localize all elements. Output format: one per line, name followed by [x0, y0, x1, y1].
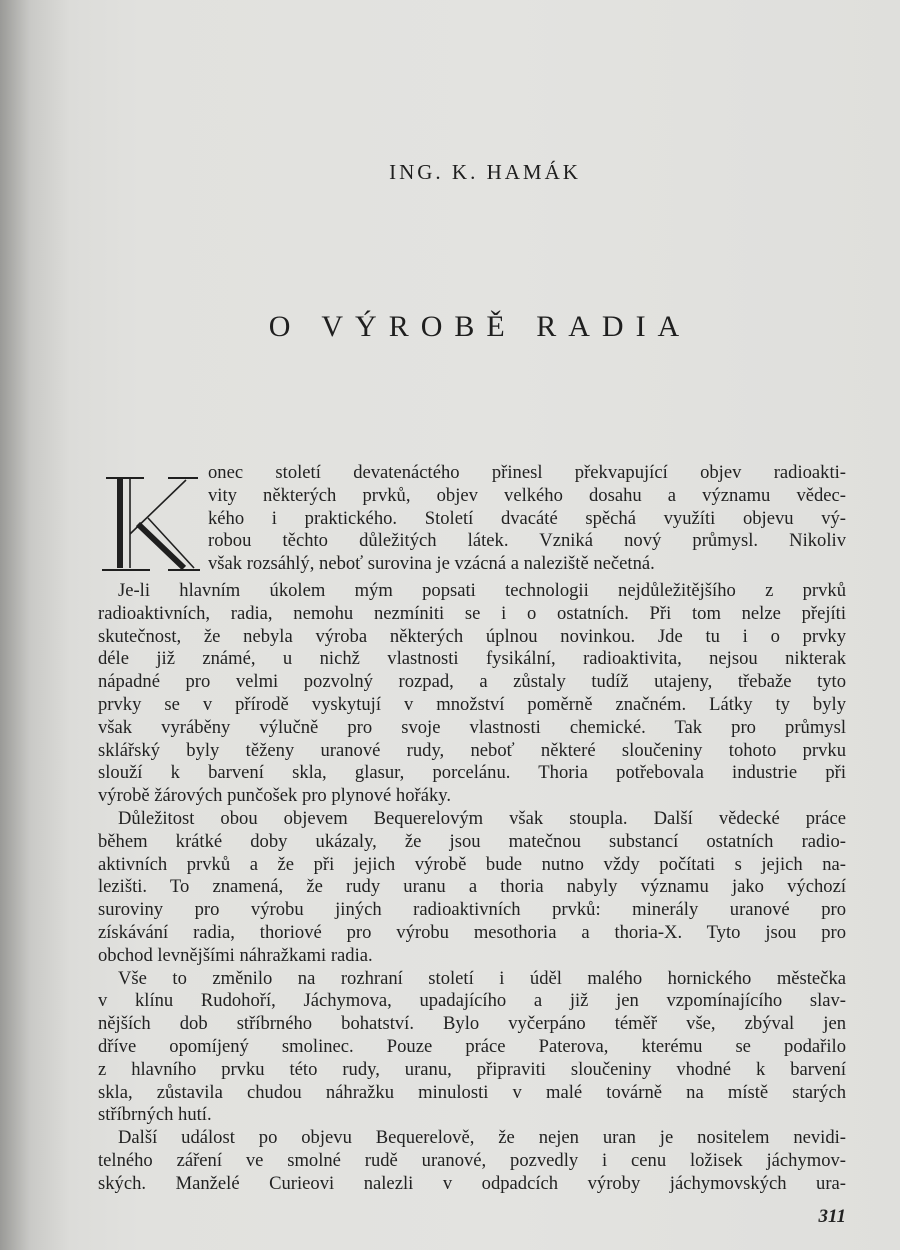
text-line: radioaktivních, radia, nemohu nezmíniti se i o ostatních. Při tom nelze přejíti — [98, 602, 846, 624]
text-line: z hlavního prvku této rudy, uranu, připraviti sloučeniny vhodné k barvení — [98, 1058, 846, 1080]
page-number: 311 — [818, 1206, 846, 1227]
intro-block — [98, 462, 846, 580]
paragraph-4 — [98, 1127, 846, 1195]
text-line: prvky se v přírodě vyskytují v množství poměrně značném. Látky ty byly — [98, 693, 846, 715]
text-line: robou těchto důležitých látek. Vzniká nový průmysl. Nikoliv — [208, 530, 846, 552]
text-line: však rozsáhlý, neboť surovina je vzácná a naleziště nečetná. — [208, 553, 655, 575]
decorative-dropcap-k — [98, 468, 202, 580]
text-line: skutečnost, že nebyla výroba některých úplnou novinkou. Jde tu i o prvky — [98, 625, 846, 647]
paragraph-2 — [98, 808, 846, 968]
text-line: vity některých prvků, objev velkého dosahu a významu vědec- — [208, 484, 846, 506]
text-line: Je-li hlavním úkolem mým popsati technologii nejdůležitějšího z prvků — [118, 580, 846, 601]
intro-lines — [208, 462, 846, 576]
text-line: onec století devatenáctého přinesl překvapující objev radioakti- — [208, 462, 846, 483]
text-line: slouží k barvení skla, glasur, porcelánu. Thoria potřebovala industrie při — [98, 762, 846, 784]
text-line: obchod levnějšími náhražkami radia. — [98, 944, 373, 966]
paragraph-1 — [98, 580, 846, 808]
paragraph-3 — [98, 968, 846, 1128]
text-line: v klínu Rudohoří, Jáchymova, upadajícího a již jen vzpomínajícího slav- — [98, 990, 846, 1012]
text-line: suroviny pro výrobu jiných radioaktivních prvků: minerály uranové pro — [98, 899, 846, 921]
text-line: dříve opomíjený smolinec. Pouze práce Paterova, kterému se podařilo — [98, 1035, 846, 1057]
article-body — [98, 462, 846, 1196]
author-name: ING. K. HAMÁK — [389, 160, 581, 184]
text-line: lezišti. To znamená, že rudy uranu a thoria nabyly významu jako výchozí — [98, 876, 846, 898]
text-line: ských. Manželé Curieovi nalezli v odpadcích výroby jáchymovských ura- — [98, 1172, 846, 1194]
text-line: Vše to změnilo na rozhraní století i úděl malého hornického městečka — [118, 967, 846, 989]
text-line: během krátké doby ukázaly, že jsou matečnou substancí ostatních radio- — [98, 830, 846, 852]
text-line: nápadné pro velmi pozvolný rozpad, a zůstaly tudíž utajeny, třebaže tyto — [98, 671, 846, 693]
text-line: sklářský byly těženy uranové rudy, neboť některé sloučeniny tohoto prvku — [98, 739, 846, 761]
text-line: Důležitost obou objevem Bequerelovým však stoupla. Další vědecké práce — [118, 807, 846, 829]
text-line: kého i praktického. Století dvacáté spěchá využíti objevu vý- — [208, 507, 846, 529]
text-line: výrobě žárových punčošek pro plynové hořáky. — [98, 785, 451, 807]
text-line: nějších dob stříbrného bohatství. Bylo vyčerpáno téměř vše, zbýval jen — [98, 1013, 846, 1035]
text-line: aktivních prvků a že při jejich výrobě bude nutno vždy počítati s jejich na- — [98, 853, 846, 875]
text-line: získávání radia, thoriové pro výrobu mesothoria a thoria-X. Tyto jsou pro — [98, 921, 846, 943]
text-line: skla, zůstavila chudou náhražku minulosti v malé továrně na místě starých — [98, 1081, 846, 1103]
text-line: telného záření ve smolné rudě uranové, pozvedly i cenu ložisek jáchymov- — [98, 1149, 846, 1171]
text-line: však vyráběny výlučně pro svoje vlastnosti chemické. Tak pro průmysl — [98, 716, 846, 738]
text-line: Další událost po objevu Bequerelově, že nejen uran je nositelem nevidi- — [118, 1127, 846, 1149]
text-line: stříbrných hutí. — [98, 1104, 212, 1126]
text-line: déle již známé, u nichž vlastnosti fysikální, radioaktivita, nejsou nikterak — [98, 648, 846, 670]
article-title: O VÝROBĚ RADIA — [268, 310, 692, 343]
